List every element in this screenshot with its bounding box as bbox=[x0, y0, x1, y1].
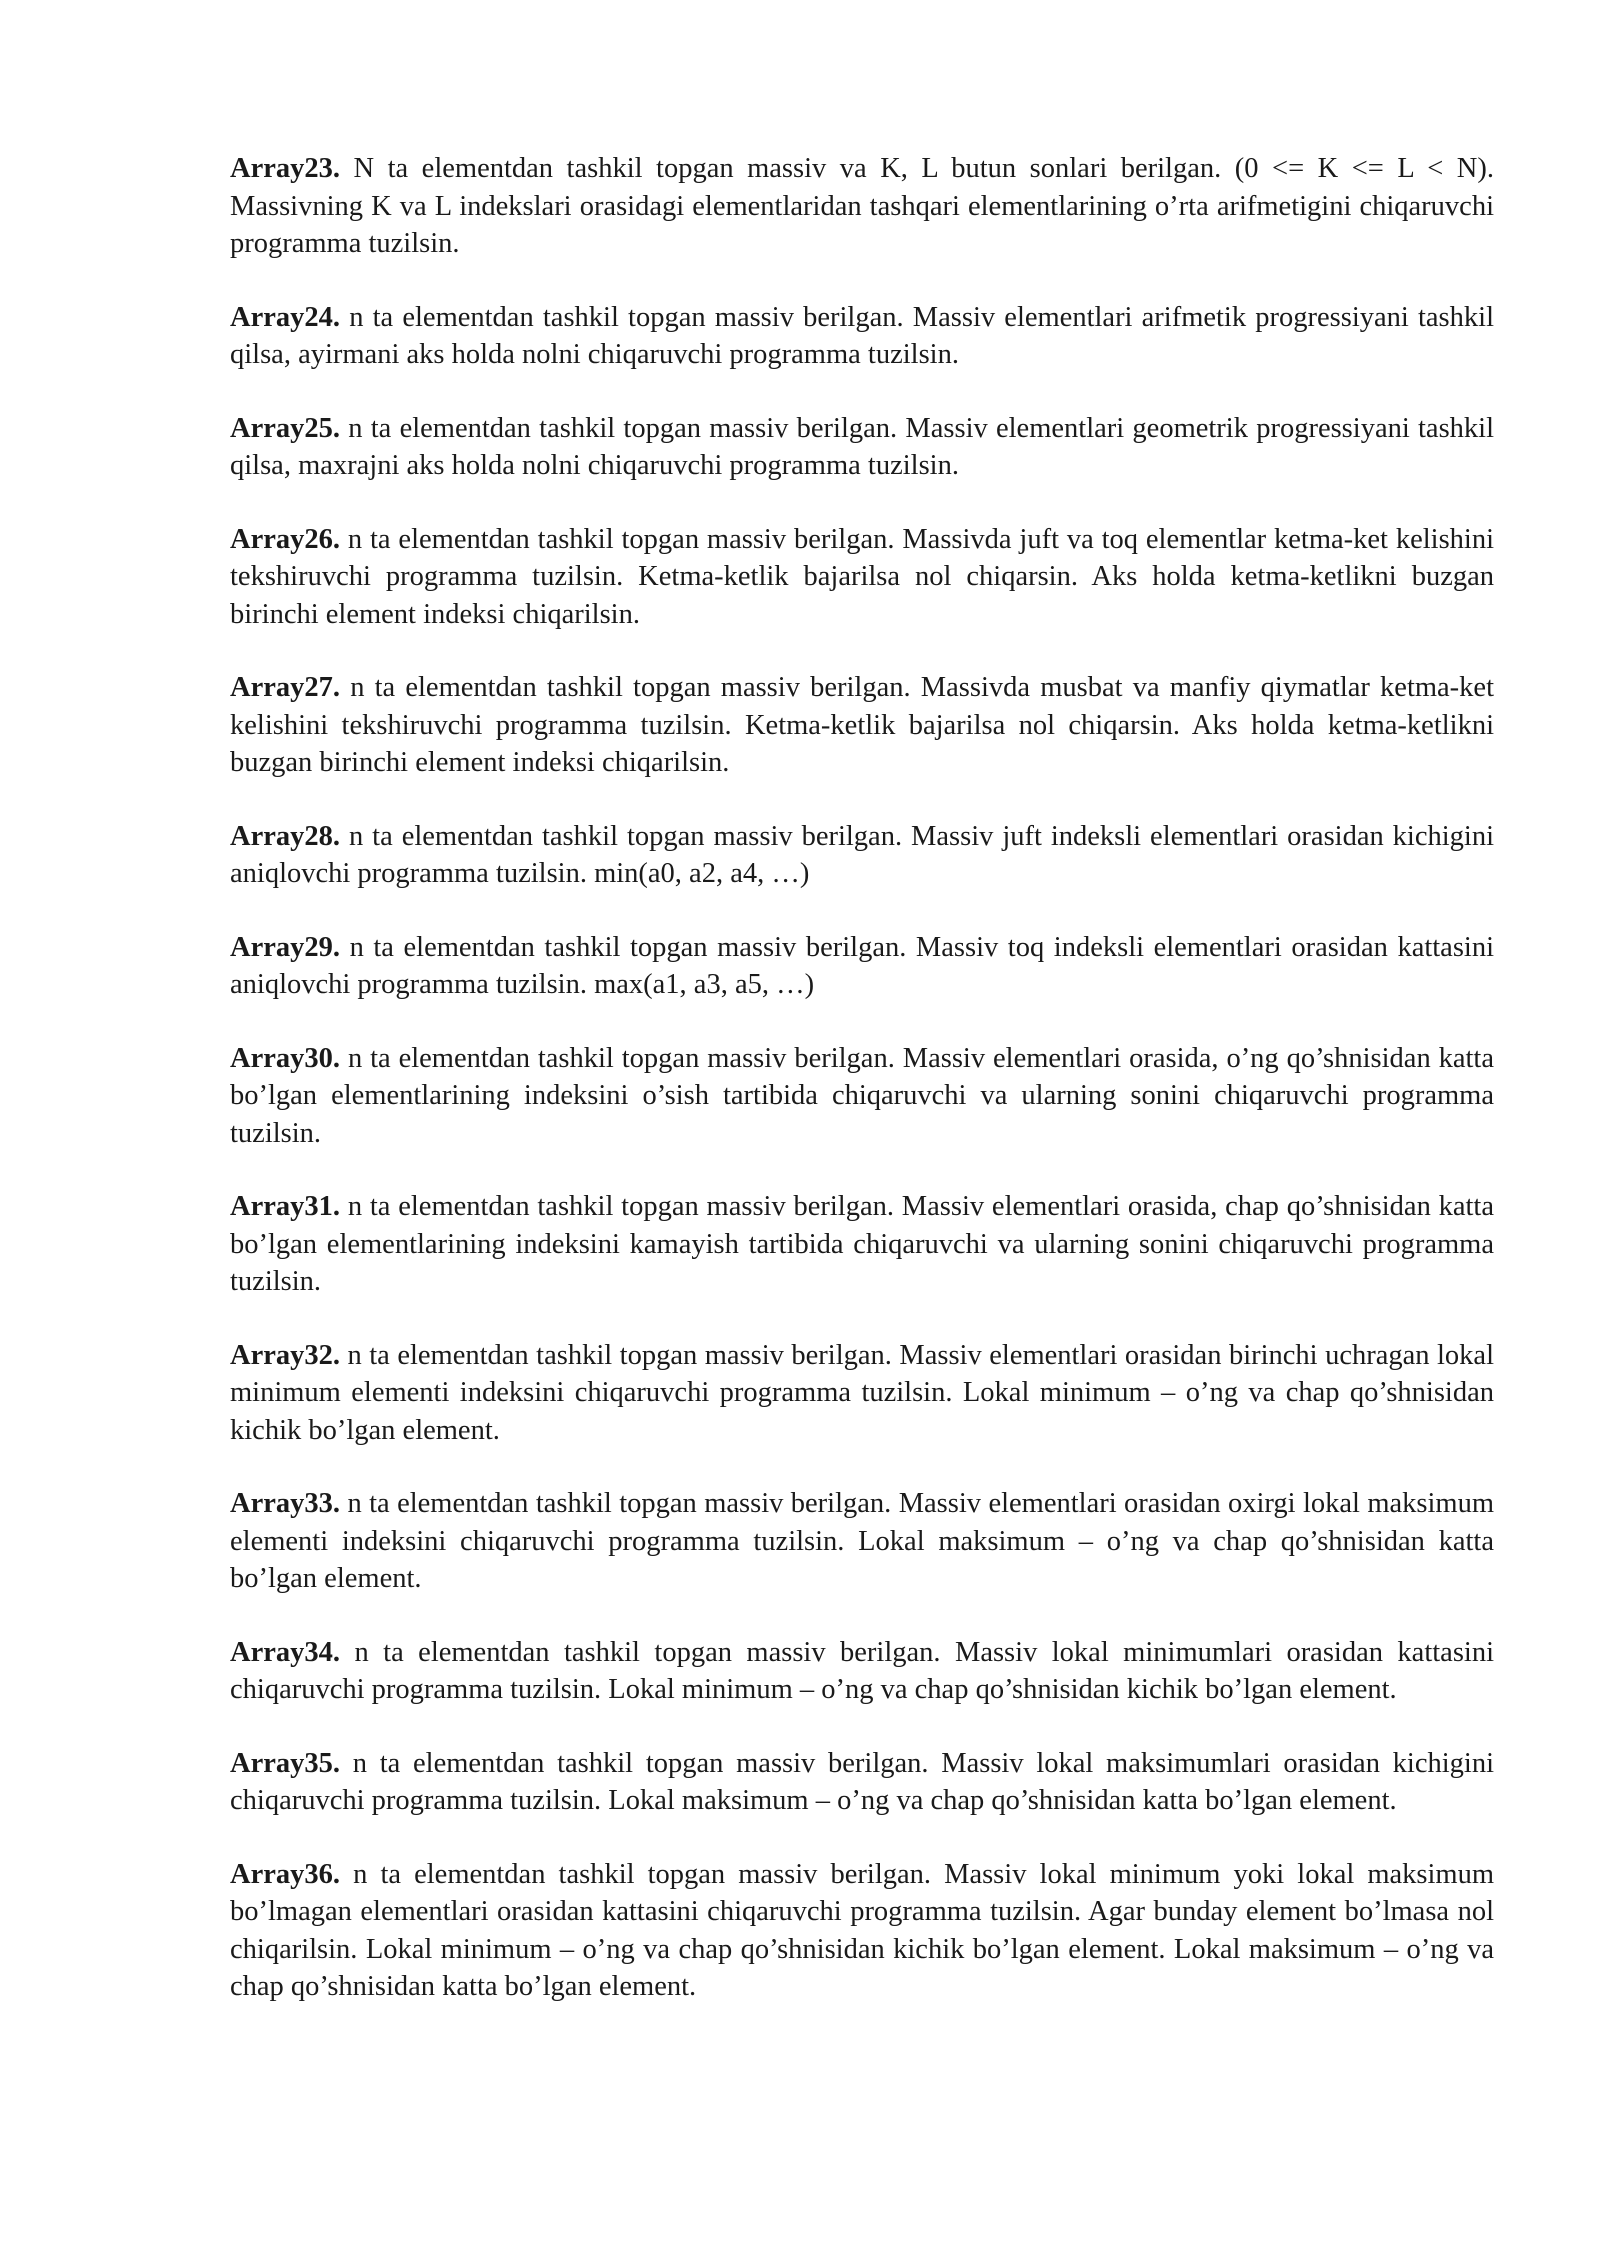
task-array25 bbox=[230, 410, 1494, 485]
task-array30 bbox=[230, 1040, 1494, 1153]
task-id: Array24. bbox=[230, 301, 341, 333]
task-array29 bbox=[230, 929, 1494, 1004]
document-page bbox=[230, 150, 1494, 2042]
task-id: Array28. bbox=[230, 820, 341, 852]
task-text: n ta elementdan tashkil topgan massiv berilgan. Massiv elementlari orasida, o’ng qo’shnisidan katta bo’lgan elementlarining indeksini o’sish tartibida chiqaruvchi va ularning sonini chiqaruvchi programma tuzilsin. bbox=[230, 1042, 1494, 1149]
task-array26 bbox=[230, 521, 1494, 634]
task-id: Array33. bbox=[230, 1488, 341, 1519]
task-array33 bbox=[230, 1485, 1494, 1598]
task-id: Array36. bbox=[230, 1858, 341, 1890]
task-array35 bbox=[230, 1745, 1494, 1820]
task-id: Array32. bbox=[230, 1339, 341, 1371]
task-text: n ta elementdan tashkil topgan massiv berilgan. Massiv lokal minimumlari orasidan kattasini chiqaruvchi programma tuzilsin. Lokal minimum – o’ng va chap qo’shnisidan kichik bo’lgan element. bbox=[230, 1636, 1495, 1705]
task-text: n ta elementdan tashkil topgan massiv berilgan. Massiv elementlari orasidan oxirgi lokal maksimum elementi indeksini chiqaruvchi programma tuzilsin. Lokal maksimum – o’ng va chap qo’shnisidan katta bo’lgan element. bbox=[230, 1488, 1495, 1594]
task-array27 bbox=[230, 669, 1494, 782]
task-array24 bbox=[230, 299, 1494, 374]
task-id: Array31. bbox=[230, 1191, 341, 1222]
task-text: n ta elementdan tashkil topgan massiv berilgan. Massiv lokal minimum yoki lokal maksimum bo’lmagan elementlari orasidan kattasini chiqaruvchi programma tuzilsin. Agar bunday element bo’lmasa nol chiqarilsin. Lokal minimum – o’ng va chap qo’shnisidan kichik bo’lgan element. Lokal maksimum – o’ng va chap qo’shnisidan katta bo’lgan element. bbox=[230, 1858, 1495, 2002]
task-id: Array29. bbox=[230, 931, 341, 963]
task-text: n ta elementdan tashkil topgan massiv berilgan. Massivda juft va toq elementlar ketma-ket kelishini tekshiruvchi programma tuzilsin. Ketma-ketlik bajarilsa nol chiqarsin. Aks holda ketma-ketlikni buzgan birinchi element indeksi chiqarilsin. bbox=[230, 523, 1495, 630]
task-text: n ta elementdan tashkil topgan massiv berilgan. Massiv juft indeksli elementlari orasidan kichigini aniqlovchi programma tuzilsin. min(a0, a2, a4, …) bbox=[230, 820, 1494, 889]
task-array31 bbox=[230, 1188, 1494, 1301]
task-array28 bbox=[230, 818, 1494, 893]
task-array23 bbox=[230, 150, 1494, 263]
task-text: n ta elementdan tashkil topgan massiv berilgan. Massiv toq indeksli elementlari orasidan kattasini aniqlovchi programma tuzilsin. max(a1, a3, a5, …) bbox=[230, 931, 1495, 1000]
task-id: Array30. bbox=[230, 1042, 341, 1074]
task-text: n ta elementdan tashkil topgan massiv berilgan. Massiv lokal maksimumlari orasidan kichigini chiqaruvchi programma tuzilsin. Lokal maksimum – o’ng va chap qo’shnisidan katta bo’lgan element. bbox=[230, 1747, 1494, 1816]
task-array34 bbox=[230, 1634, 1494, 1709]
task-text: n ta elementdan tashkil topgan massiv berilgan. Massiv elementlari arifmetik progressiyani tashkil qilsa, ayirmani aks holda nolni chiqaruvchi programma tuzilsin. bbox=[230, 301, 1494, 370]
task-text: N ta elementdan tashkil topgan massiv va K, L butun sonlari berilgan. (0 <= K <= L < N). Massivning K va L indekslari orasidagi elementlaridan tashqari elementlarining o’rta arifmetigini chiqaruvchi programma tuzilsin. bbox=[230, 153, 1495, 259]
task-text: n ta elementdan tashkil topgan massiv berilgan. Massiv elementlari orasidan birinchi uchragan lokal minimum elementi indeksini chiqaruvchi programma tuzilsin. Lokal minimum – o’ng va chap qo’shnisidan kichik bo’lgan element. bbox=[230, 1339, 1495, 1446]
task-id: Array26. bbox=[230, 523, 341, 555]
task-id: Array34. bbox=[230, 1636, 341, 1668]
task-id: Array25. bbox=[230, 412, 341, 444]
task-text: n ta elementdan tashkil topgan massiv berilgan. Massiv elementlari orasida, chap qo’shnisidan katta bo’lgan elementlarining indeksini kamayish tartibida chiqaruvchi va ularning sonini chiqaruvchi programma tuzilsin. bbox=[230, 1191, 1494, 1297]
task-id: Array27. bbox=[230, 672, 341, 703]
task-text: n ta elementdan tashkil topgan massiv berilgan. Massiv elementlari geometrik progressiyani tashkil qilsa, maxrajni aks holda nolni chiqaruvchi programma tuzilsin. bbox=[230, 412, 1495, 481]
task-text: n ta elementdan tashkil topgan massiv berilgan. Massivda musbat va manfiy qiymatlar ketma-ket kelishini tekshiruvchi programma tuzilsin. Ketma-ketlik bajarilsa nol chiqarsin. Aks holda ketma-ketlikni buzgan birinchi element indeksi chiqarilsin. bbox=[230, 672, 1494, 778]
task-id: Array35. bbox=[230, 1747, 341, 1779]
task-array36 bbox=[230, 1856, 1494, 2006]
task-id: Array23. bbox=[230, 153, 341, 184]
task-array32 bbox=[230, 1337, 1494, 1450]
